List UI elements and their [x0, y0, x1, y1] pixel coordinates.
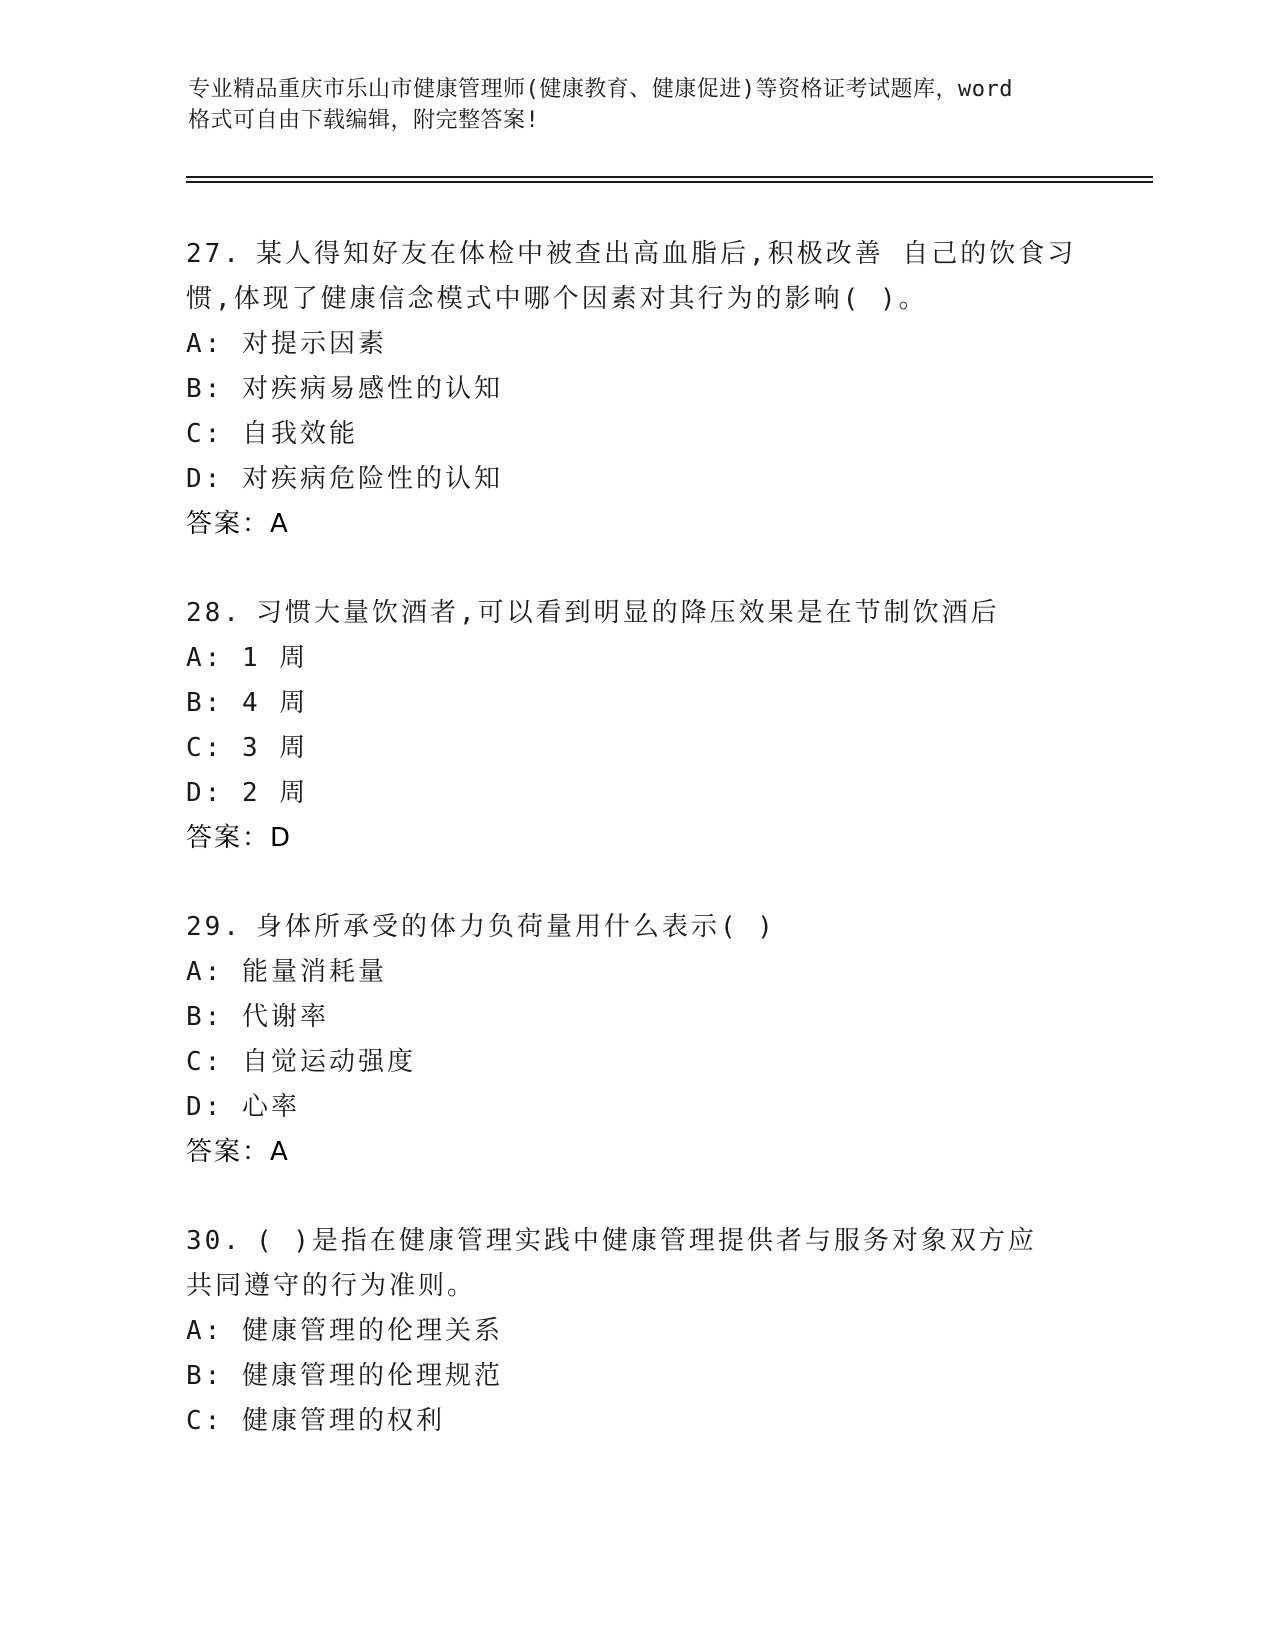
question-number: 29. [186, 912, 242, 942]
question-text-line: 共同遵守的行为准则。 [186, 1271, 477, 1301]
option-a: A: 对提示因素 [186, 329, 387, 359]
option-b: B: 4 周 [186, 688, 309, 718]
option-a: A: 能量消耗量 [186, 957, 387, 987]
question-text-line: 28. 习惯大量饮酒者,可以看到明显的降压效果是在节制饮酒后 [186, 598, 1000, 628]
question-27 [186, 232, 1086, 547]
question-29 [186, 905, 1086, 1175]
header-divider-bottom [186, 181, 1153, 183]
answer: 答案：A [186, 1137, 290, 1167]
option-a: A: 健康管理的伦理关系 [186, 1316, 503, 1346]
option-a: A: 1 周 [186, 643, 309, 673]
question-30 [186, 1219, 1086, 1444]
header-line-1: 专业精品重庆市乐山市健康管理师(健康教育、健康促进)等资格证考试题库，word [188, 77, 1013, 102]
option-c: C: 3 周 [186, 733, 309, 763]
header-line-2: 格式可自由下载编辑，附完整答案! [188, 108, 540, 133]
option-b: B: 代谢率 [186, 1002, 329, 1032]
document-header [188, 74, 1088, 136]
question-text-line: 惯,体现了健康信念模式中哪个因素对其行为的影响( )。 [186, 284, 928, 314]
question-list [186, 232, 1086, 1488]
option-b: B: 对疾病易感性的认知 [186, 374, 503, 404]
option-c: C: 健康管理的权利 [186, 1406, 445, 1436]
question-28 [186, 591, 1086, 861]
question-number: 30. [186, 1226, 242, 1256]
question-number: 28. [186, 598, 242, 628]
option-c: C: 自我效能 [186, 419, 358, 449]
question-text-line: 29. 身体所承受的体力负荷量用什么表示( ) [186, 912, 776, 942]
option-b: B: 健康管理的伦理规范 [186, 1361, 503, 1391]
answer: 答案：A [186, 509, 290, 539]
question-text-line: 27. 某人得知好友在体检中被查出高血脂后,积极改善 自己的饮食习 [186, 239, 1077, 269]
answer: 答案：D [186, 823, 293, 853]
option-d: D: 2 周 [186, 778, 309, 808]
question-number: 27. [186, 239, 242, 269]
option-d: D: 心率 [186, 1092, 300, 1122]
option-c: C: 自觉运动强度 [186, 1047, 416, 1077]
option-d: D: 对疾病危险性的认知 [186, 464, 503, 494]
question-text-line: 30. ( )是指在健康管理实践中健康管理提供者与服务对象双方应 [186, 1226, 1037, 1256]
header-divider-top [186, 176, 1153, 178]
